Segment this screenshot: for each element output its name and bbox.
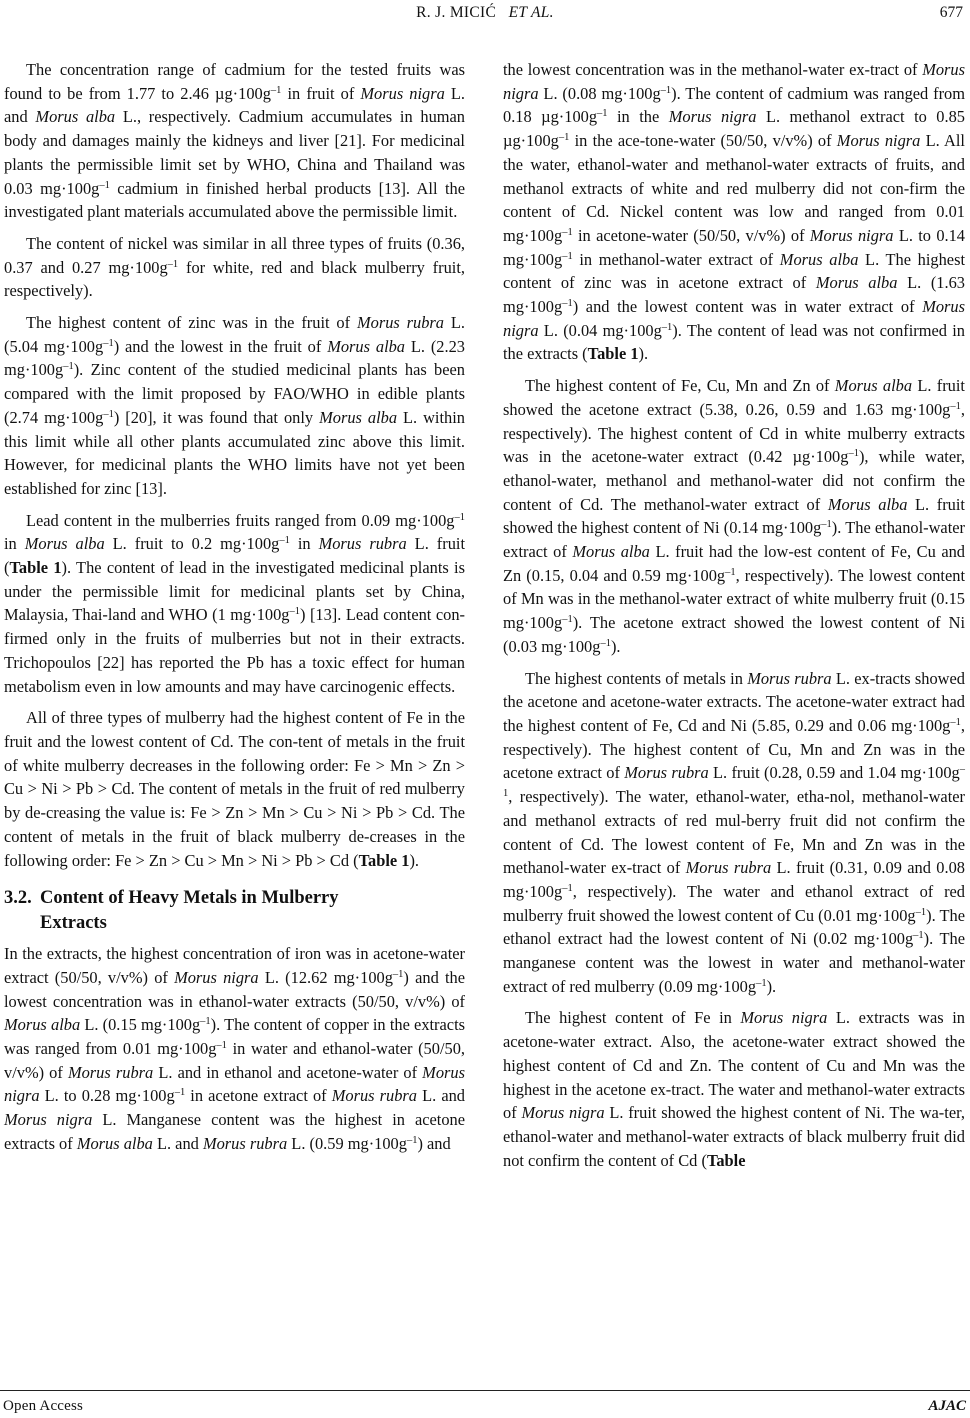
text-run: L. (1.63 mg·100g xyxy=(503,273,965,317)
text-run: L. and in ethanol and acetone-water of xyxy=(153,1062,423,1082)
species-name: Morus nigra xyxy=(503,297,965,340)
superscript: –1 xyxy=(562,226,573,238)
text-run: in xyxy=(4,534,25,554)
species-name: Morus nigra xyxy=(4,1110,93,1130)
text-run: L. The highest content of zinc was in acetone extract of xyxy=(503,249,966,293)
text-run: , respectively). The lowest content of Mn was in the methanol-water extract of white mulberry fruit (0.15 mg·100g xyxy=(503,565,965,633)
superscript: –1 xyxy=(562,882,573,894)
species-name: Morus alba xyxy=(327,336,406,356)
text-run: L. to 0.14 mg·100g xyxy=(503,225,965,269)
superscript: –1 xyxy=(660,84,672,96)
text-run: for white, red and black mulberry fruit, respectively). xyxy=(4,257,465,301)
paragraph-white-mulberry-extracts xyxy=(503,374,965,658)
paragraph-black-mulberry-extracts xyxy=(503,1006,965,1172)
text-run: ). xyxy=(638,344,649,364)
superscript: –1 xyxy=(289,606,300,618)
superscript: –1 xyxy=(270,84,282,96)
running-head-authors xyxy=(0,4,970,22)
table-reference: Table xyxy=(706,1150,746,1170)
text-run: L. (12.62 mg·100g xyxy=(258,967,393,987)
text-run: The highest content of Fe in xyxy=(525,1008,741,1028)
paragraph-lead-fruit xyxy=(4,509,465,699)
superscript: –1 xyxy=(454,511,465,523)
superscript: –1 xyxy=(558,132,570,144)
text-run: L. (2.23 mg·100g xyxy=(4,336,465,380)
species-name: Morus alba xyxy=(35,107,116,127)
species-name: Morus nigra xyxy=(740,1008,828,1028)
species-name: Morus alba xyxy=(572,542,650,562)
text-run: ) and the lowest concentration was in ethanol-water extracts (50/50, v/v%) of xyxy=(4,967,466,1011)
footer-rule xyxy=(0,1390,970,1391)
text-run: The highest content of zinc was in the fruit of xyxy=(26,313,357,333)
left-column xyxy=(4,58,465,1164)
text-run: ). The manganese content was the lowest in water and methanol-water extract of red mulberry (0.09 mg·100g xyxy=(503,929,965,996)
text-run: L. within this limit while all other plants accumulated zinc above this limit. However, for medicinal plants the WHO limits have not yet been established for zinc [13]. xyxy=(4,407,465,498)
text-run: ) and xyxy=(417,1133,451,1153)
paragraph-zinc-fruit xyxy=(4,311,465,501)
table-reference: Table 1 xyxy=(587,344,639,364)
species-name: Morus alba xyxy=(76,1133,153,1153)
text-run: , respectively). The water, ethanol-water, etha-nol, methanol-water and methanol extracts of red mul-berry fruit did not confirm the content of Cd. The lowest content of Fe, Mn and Zn was in the methanol-water ex-tract of xyxy=(503,787,965,878)
superscript: –1 xyxy=(167,258,179,270)
superscript: –1 xyxy=(661,321,673,333)
superscript: –1 xyxy=(562,298,573,310)
text-run: L. fruit ( xyxy=(4,534,465,578)
text-run: L. extracts was in acetone-water extract. Also, the acetone-water extract showed the highest content of Cd and Zn. The content of Cu and Mn was the highest in the acetone ex-tract. The water and methanol-water extracts of xyxy=(503,1008,965,1123)
superscript: –1 xyxy=(848,448,859,460)
text-run: The highest content of Fe, Cu, Mn and Zn of xyxy=(525,376,835,396)
text-run: ). xyxy=(610,636,621,656)
superscript: –1 xyxy=(562,614,573,626)
superscript: –1 xyxy=(562,250,573,262)
paragraph-red-mulberry-extracts xyxy=(503,667,965,999)
text-run: L. (5.04 mg·100g xyxy=(4,313,465,356)
superscript: –1 xyxy=(279,535,290,547)
species-name: Morus nigra xyxy=(503,60,965,103)
section-title-line1: Content of Heavy Metals in Mulberry xyxy=(40,888,339,909)
text-run: ). The content of cadmium was ranged from 0.18 µg·100g xyxy=(503,83,965,127)
species-name: Morus nigra xyxy=(668,107,757,127)
species-name: Morus rubra xyxy=(685,858,772,878)
species-name: Morus alba xyxy=(834,376,913,396)
page-footer xyxy=(0,1398,970,1416)
text-run: in fruit of xyxy=(281,83,361,103)
text-run: ). The ethanol extract had the lowest content of Ni (0.02 mg·100g xyxy=(503,905,965,949)
superscript: –1 xyxy=(200,1016,211,1028)
species-name: Morus alba xyxy=(827,494,908,514)
paragraph-cadmium-fruit xyxy=(4,58,465,224)
species-name: Morus nigra xyxy=(521,1103,605,1123)
text-run: L. (0.15 mg·100g xyxy=(80,1015,201,1035)
text-run: L. fruit (0.28, 0.59 and 1.04 mg·100g xyxy=(708,763,960,783)
open-access-label: Open Access xyxy=(3,1398,84,1414)
superscript: –1 xyxy=(174,1087,186,1099)
text-run: ) and the lowest in the fruit of xyxy=(113,336,328,356)
paragraph-extracts-iron-copper xyxy=(4,942,465,1155)
superscript: –1 xyxy=(756,977,767,989)
running-head xyxy=(0,4,970,24)
text-run: , respectively). The highest content of Cu, Mn and Zn was in the acetone extract of xyxy=(503,715,965,783)
text-run: in the xyxy=(607,107,669,127)
species-name: Morus nigra xyxy=(809,225,894,245)
paragraph-metal-order xyxy=(4,706,465,872)
species-name: Morus rubra xyxy=(67,1062,154,1082)
paragraph-nickel-fruit xyxy=(4,232,465,303)
text-run: The concentration range of cadmium for the tested fruits was found to be from 1.77 to 2.46 µg·100g xyxy=(4,60,465,103)
table-reference: Table 1 xyxy=(358,850,410,870)
superscript: –1 xyxy=(63,361,74,373)
superscript: –1 xyxy=(950,716,961,728)
paragraph-extracts-continued xyxy=(503,58,965,366)
species-name: Morus alba xyxy=(779,249,859,269)
superscript: –1 xyxy=(103,337,114,349)
superscript: –1 xyxy=(600,637,611,649)
superscript: –1 xyxy=(406,1134,418,1146)
text-run: ). The ethanol-water extract of xyxy=(503,518,965,562)
text-run: in acetone-water (50/50, v/v%) of xyxy=(572,225,810,245)
text-run: L. (0.08 mg·100g xyxy=(538,83,661,103)
text-run: L. and xyxy=(417,1086,465,1106)
text-run: cadmium in finished herbal products [13]. All the investigated plant materials accumulated above the permissible limit. xyxy=(4,178,465,222)
superscript: –1 xyxy=(503,764,965,800)
text-run: L. fruit to 0.2 mg·100g xyxy=(104,534,280,554)
text-run: L. ex-tracts showed the acetone and acetone-water extracts. The acetone-water extract had the highest content of Fe, Cd and Ni (5.85, 0.29 and 0.06 mg·100g xyxy=(503,668,965,735)
text-run: ) [13]. Lead content con-firmed only in the fruits of mulberries but not in their extracts. Trichopoulos [22] has reported the Pb has a toxic effect for human metabolism even in low amounts and may have carcinogenic effects. xyxy=(4,605,465,696)
text-run: the lowest concentration was in the methanol-water ex-tract of xyxy=(503,60,923,79)
section-heading xyxy=(4,886,465,936)
species-name: Morus rubra xyxy=(747,668,832,688)
text-run: L. and xyxy=(4,83,465,127)
table-reference: Table 1 xyxy=(9,558,62,578)
text-run: In the extracts, the highest concentration of iron was in acetone-water extract (50/50, v/v%) of xyxy=(4,944,465,987)
species-name: Morus nigra xyxy=(836,131,921,151)
text-run: L. fruit had the low-est content of Fe, Cu and Zn (0.15, 0.04 and 0.59 mg·100g xyxy=(503,542,965,585)
superscript: –1 xyxy=(99,179,110,191)
species-name: Morus nigra xyxy=(360,83,445,103)
species-name: Morus alba xyxy=(319,407,398,427)
text-run: L. fruit showed the highest content of Ni (0.14 mg·100g xyxy=(503,494,965,538)
text-run: L., respectively. Cadmium accumulates in human body and damages mainly the kidneys and liver [21]. For medicinal plants the permissible limit set by WHO, China and Thailand was 0.03 mg·100g xyxy=(4,107,465,198)
text-run: ). The content of copper in the extracts was ranged from 0.01 mg·100g xyxy=(4,1015,466,1059)
text-run: L. (0.59 mg·100g xyxy=(287,1133,407,1153)
species-name: Morus nigra xyxy=(174,967,259,987)
text-run: ). The acetone extract showed the lowest content of Ni (0.03 mg·100g xyxy=(503,613,965,656)
et-al: ET AL. xyxy=(508,4,554,21)
text-run: L. methanol extract to 0.85 µg·100g xyxy=(503,107,965,151)
superscript: –1 xyxy=(725,566,736,578)
text-run: ). Zinc content of the studied medicinal plants has been compared with the limit proposed by FAO/WHO in edible plants (2.74 mg·100g xyxy=(4,360,465,427)
superscript: –1 xyxy=(913,930,924,942)
text-run: L. Manganese content was the highest in acetone extracts of xyxy=(4,1110,465,1153)
text-run: The content of nickel was similar in all three types of fruits (0.36, 0.37 and 0.27 mg·100g xyxy=(4,233,465,277)
text-run: ). xyxy=(409,850,420,870)
text-run: in water and ethanol-water (50/50, v/v%) of xyxy=(4,1039,465,1082)
superscript: –1 xyxy=(915,906,927,918)
text-run: ). The content of lead was not confirmed in the extracts ( xyxy=(503,320,965,364)
text-run: The highest contents of metals in xyxy=(525,668,748,688)
text-run: L. All the water, ethanol-water and methanol-water extracts of fruits, and methanol extracts of white and red mulberry did not con-firm the content of Cd. Nickel content was low and ranged from 0.01 mg·100g xyxy=(503,131,965,245)
superscript: –1 xyxy=(821,519,832,531)
species-name: Morus rubra xyxy=(331,1086,417,1106)
species-name: Morus alba xyxy=(4,1015,81,1035)
species-name: Morus rubra xyxy=(318,534,407,554)
text-run: in methanol-water extract of xyxy=(572,249,780,269)
section-title-line2: Extracts xyxy=(40,913,107,934)
author-names: R. J. MICIĆ xyxy=(416,4,497,21)
text-run: ). xyxy=(766,976,777,996)
species-name: Morus rubra xyxy=(202,1133,288,1153)
species-name: Morus rubra xyxy=(624,763,709,783)
text-run: L. and xyxy=(152,1133,203,1153)
text-run: in the ace-tone-water (50/50, v/v%) of xyxy=(569,131,837,151)
text-run: , respectively). The highest content of Cd in white mulberry extracts was in the acetone-water extract (0.42 µg·100g xyxy=(503,399,965,467)
text-run: ) [20], it was found that only xyxy=(113,407,320,427)
text-run: L. fruit (0.31, 0.09 and 0.08 mg·100g xyxy=(503,858,965,901)
superscript: –1 xyxy=(392,968,404,980)
species-name: Morus rubra xyxy=(356,313,444,333)
page-number: 677 xyxy=(939,4,963,21)
species-name: Morus nigra xyxy=(4,1062,465,1106)
text-run: Lead content in the mulberries fruits ranged from 0.09 mg·100g xyxy=(26,510,455,530)
species-name: Morus alba xyxy=(24,534,105,554)
text-run: L. to 0.28 mg·100g xyxy=(39,1086,175,1106)
superscript: –1 xyxy=(103,408,114,420)
text-run: ) and the lowest content was in water extract of xyxy=(572,297,923,317)
text-run: L. (0.04 mg·100g xyxy=(538,320,662,340)
text-run: , respectively). The water and ethanol extract of red mulberry fruit showed the lowest content of Cu (0.01 mg·100g xyxy=(503,881,965,925)
species-name: Morus alba xyxy=(815,273,898,293)
text-run: in acetone extract of xyxy=(185,1086,332,1106)
text-run: in xyxy=(289,534,319,554)
text-run: L. fruit showed the acetone extract (5.38, 0.26, 0.59 and 1.63 mg·100g xyxy=(503,376,965,419)
journal-abbreviation: AJAC xyxy=(928,1398,966,1414)
text-run: ). The content of lead in the investigated medicinal plants is under the permissible limit for medicinal plants set by China, Malaysia, Thai-land and WHO (1 mg·100g xyxy=(4,558,465,625)
section-number: 3.2. xyxy=(4,888,32,909)
text-run: All of three types of mulberry had the highest content of Fe in the fruit and the lowest content of Cd. The con-tent of metals in the fruit of white mulberry decreases in the following order: Fe > Mn > Zn > Cu > Ni > Pb > Cd. The content of metals in the fruit of red mulberry by de-creasing the value is: Fe > Zn > Mn > Cu > Ni > Pb > Cd. The content of metals in the fruit of black mulberry de-creases in the following order: Fe > Zn > Cu > Mn > Ni > Pb > Cd ( xyxy=(4,708,465,870)
superscript: –1 xyxy=(597,108,608,120)
superscript: –1 xyxy=(950,400,961,412)
superscript: –1 xyxy=(216,1040,227,1052)
text-run: L. fruit showed the highest content of Ni. The wa-ter, ethanol-water and methanol-water extracts of black mulberry fruit did not confirm the content of Cd ( xyxy=(503,1103,965,1170)
right-column xyxy=(503,58,965,1180)
text-run: ), while water, ethanol-water, methanol and methanol-water did not confirm the content of Cd. The methanol-water extract of xyxy=(503,447,965,514)
